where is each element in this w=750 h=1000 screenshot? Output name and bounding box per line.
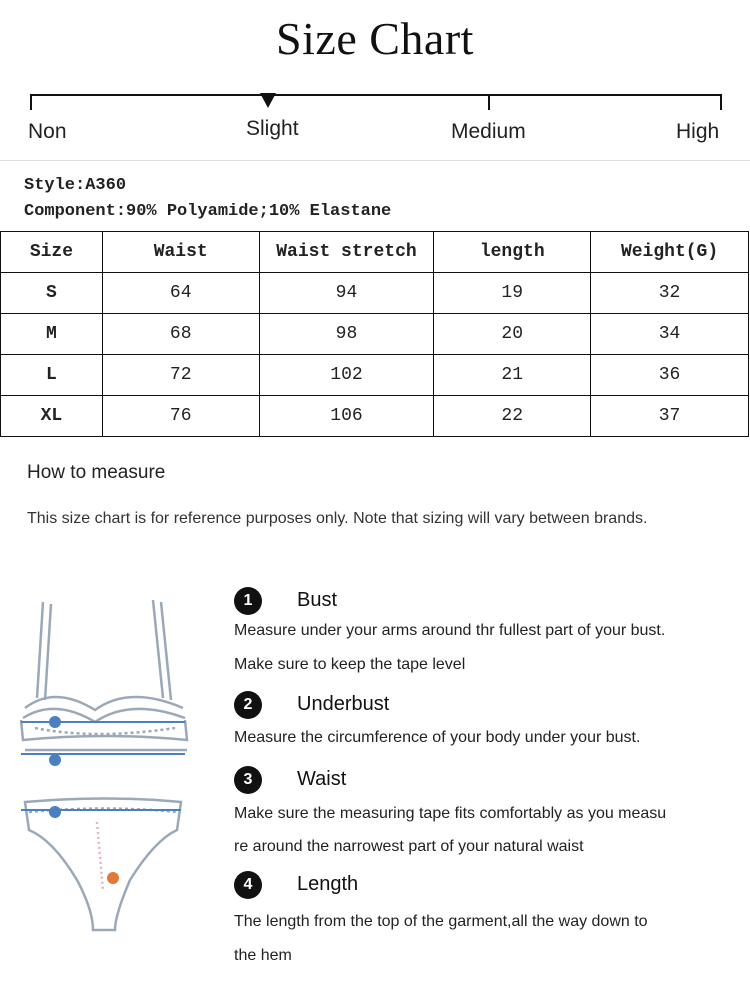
step-text: the hem — [234, 947, 292, 964]
table-cell: 37 — [591, 396, 749, 437]
scale-tick — [488, 94, 490, 110]
scale-tick — [720, 94, 722, 110]
waist-marker-icon — [49, 806, 61, 818]
table-cell: 22 — [434, 396, 591, 437]
style-line: Style:A360 — [24, 176, 127, 195]
step-title-bust: Bust — [297, 589, 338, 611]
table-cell: 34 — [591, 314, 749, 355]
table-cell: 36 — [591, 355, 749, 396]
length-marker-icon — [107, 872, 119, 884]
table-row — [1, 273, 749, 314]
scale-label-slight: Slight — [246, 117, 299, 140]
table-cell: 76 — [102, 396, 259, 437]
column-header: Waist — [102, 232, 259, 273]
table-row — [1, 314, 749, 355]
scale-label-high: High — [676, 120, 720, 143]
column-header: Size — [1, 232, 103, 273]
table-cell: M — [1, 314, 103, 355]
step-text: re around the narrowest part of your natural waist — [234, 838, 584, 855]
component-line: Component:90% Polyamide;10% Elastane — [24, 202, 392, 221]
page-title: Size Chart — [276, 13, 474, 64]
scale-label-non: Non — [28, 120, 67, 143]
column-header: Waist stretch — [259, 232, 434, 273]
step-number-2-icon: 2 — [234, 691, 262, 719]
table-cell: 32 — [591, 273, 749, 314]
column-header: Weight(G) — [591, 232, 749, 273]
step-title-length: Length — [297, 873, 359, 895]
table-cell: 64 — [102, 273, 259, 314]
table-cell: 94 — [259, 273, 434, 314]
reference-note: This size chart is for reference purposes only. Note that sizing will vary between brands. — [27, 510, 648, 527]
table-cell: 68 — [102, 314, 259, 355]
table-cell: L — [1, 355, 103, 396]
table-header-row — [1, 232, 749, 273]
table-cell: 21 — [434, 355, 591, 396]
stretch-marker-icon — [260, 93, 276, 108]
step-text: Make sure the measuring tape fits comfortably as you measu — [234, 805, 667, 822]
scale-label-medium: Medium — [451, 120, 526, 143]
lingerie-illustration — [15, 590, 195, 960]
table-cell: 72 — [102, 355, 259, 396]
step-title-waist: Waist — [297, 768, 347, 790]
table-cell: XL — [1, 396, 103, 437]
column-header: length — [434, 232, 591, 273]
table-cell: S — [1, 273, 103, 314]
size-table — [0, 231, 749, 437]
step-number-4-icon: 4 — [234, 871, 262, 899]
table-row — [1, 396, 749, 437]
step-text: Measure the circumference of your body under your bust. — [234, 729, 641, 746]
step-text: The length from the top of the garment,all the way down to — [234, 913, 648, 930]
table-cell: 102 — [259, 355, 434, 396]
table-cell: 20 — [434, 314, 591, 355]
divider — [0, 160, 750, 161]
how-to-measure-heading: How to measure — [27, 462, 166, 483]
step-text: Make sure to keep the tape level — [234, 656, 466, 673]
underbust-marker-icon — [49, 754, 61, 766]
table-row — [1, 355, 749, 396]
scale-line — [30, 94, 722, 96]
bust-marker-icon — [49, 716, 61, 728]
step-title-underbust: Underbust — [297, 693, 390, 715]
step-number-1-icon: 1 — [234, 587, 262, 615]
scale-tick — [30, 94, 32, 110]
step-number-3-icon: 3 — [234, 766, 262, 794]
table-cell: 98 — [259, 314, 434, 355]
table-cell: 19 — [434, 273, 591, 314]
table-cell: 106 — [259, 396, 434, 437]
step-text: Measure under your arms around thr fullest part of your bust. — [234, 622, 666, 639]
